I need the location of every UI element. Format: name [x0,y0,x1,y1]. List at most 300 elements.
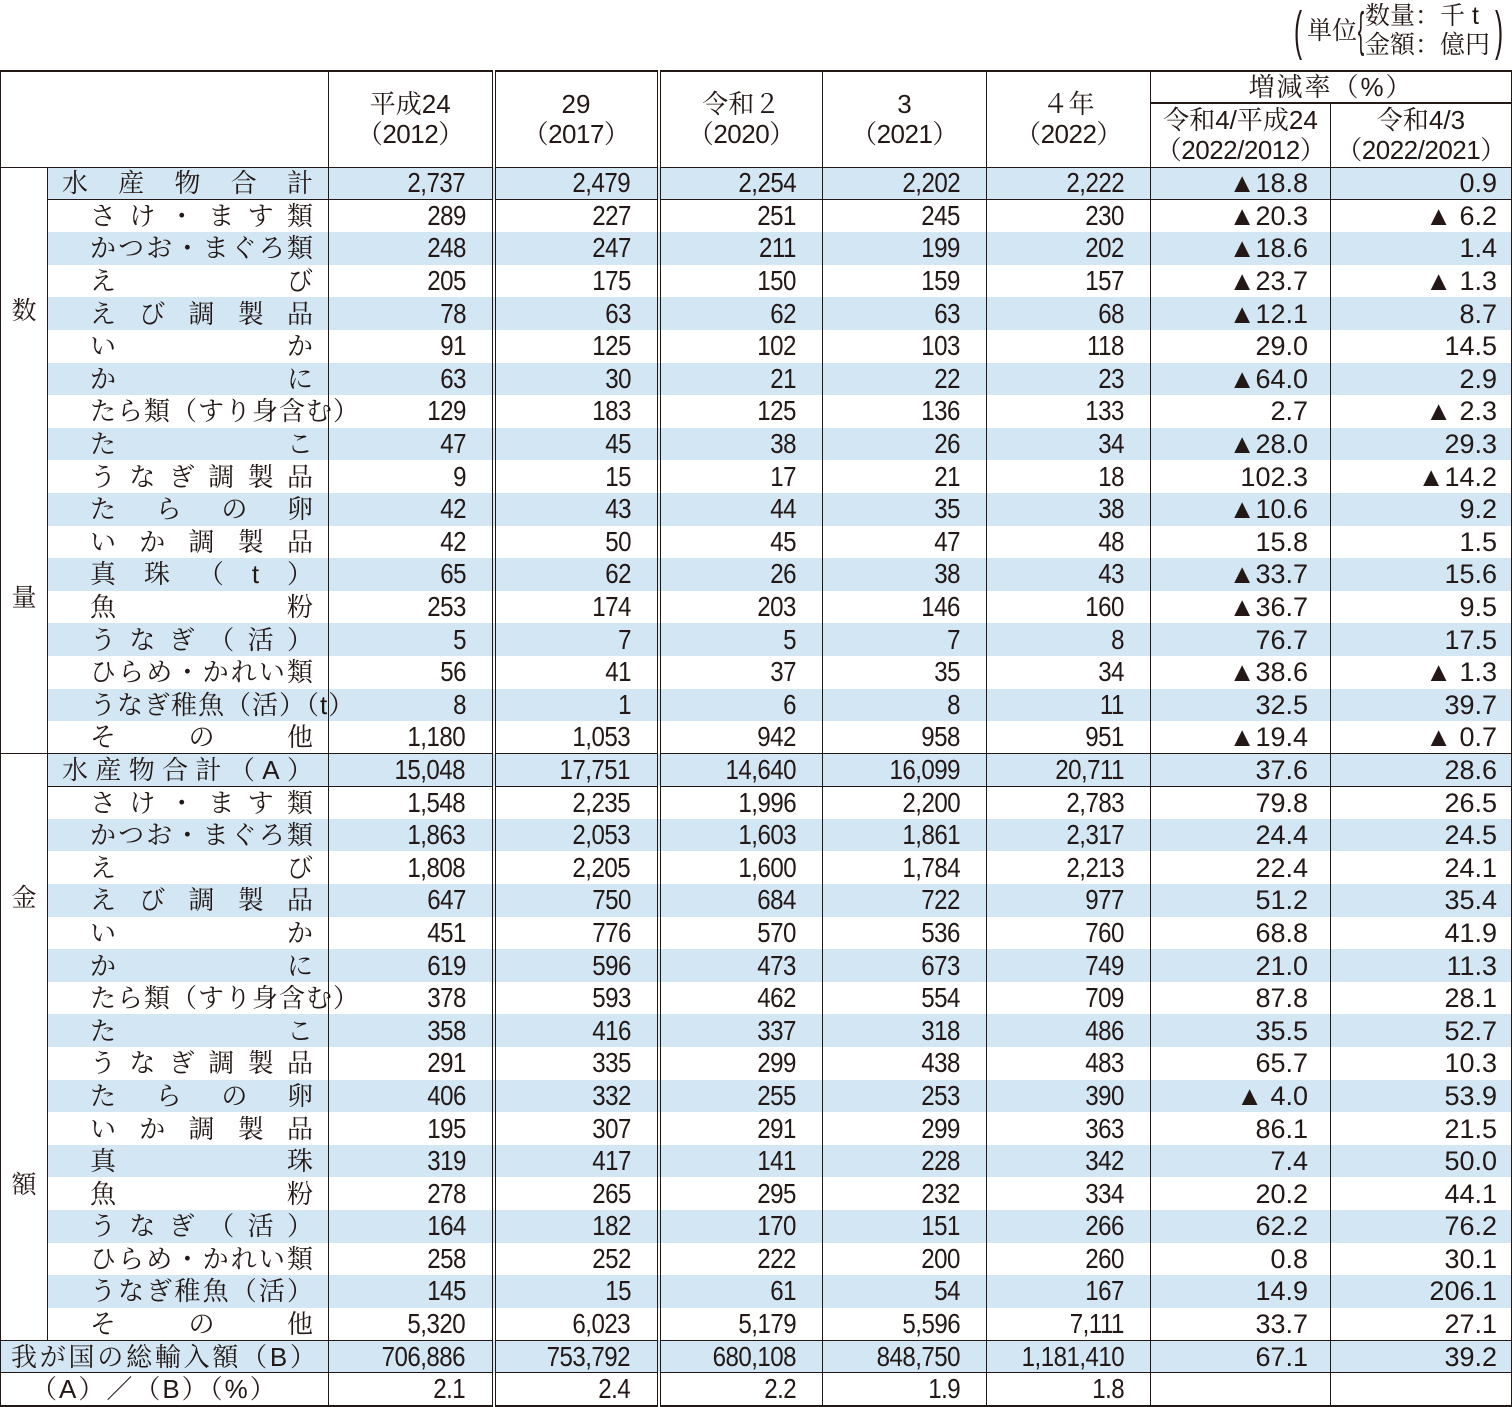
rate-2022-2021: 24.5 [1331,819,1512,852]
value-cell: 5 [329,623,494,656]
table-row [1,265,1512,298]
table-row [1,623,1512,656]
rate-2022-2021: 28.1 [1331,982,1512,1015]
value-cell: 211 [659,232,823,265]
table-row [1,232,1512,265]
value-cell: 5,179 [659,1308,823,1341]
rate-2022-2021: 26.5 [1331,786,1512,819]
row-label: 我が国の総輸入額（B） [1,1340,329,1373]
value-cell: 554 [823,982,987,1015]
value-cell: 1,863 [329,819,494,852]
table-row [1,1112,1512,1145]
total-imports-row [1,1340,1512,1373]
value-cell: 35 [823,656,987,689]
value-cell: 164 [329,1210,494,1243]
value-cell: 451 [329,917,494,950]
row-label: たら類（すり身含む） [48,395,329,428]
row-label: 真珠 [48,1145,329,1178]
rate-2022-2021: 1.5 [1331,526,1512,559]
rate-2022-2021: 17.5 [1331,623,1512,656]
value-cell: 1,181,410 [987,1340,1151,1373]
value-cell: 145 [329,1275,494,1308]
value-cell: 103 [823,330,987,363]
row-label: えび [48,265,329,298]
value-cell: 205 [329,265,494,298]
value-cell: 174 [494,591,659,624]
category-amount: 金 額 [1,754,48,1341]
rate-2022-2021: 8.7 [1331,297,1512,330]
value-cell: 227 [494,200,659,233]
rate-2022-2021: 10.3 [1331,1047,1512,1080]
value-cell: 760 [987,917,1151,950]
value-cell: 2,479 [494,167,659,200]
value-cell: 202 [987,232,1151,265]
table-row [1,526,1512,559]
row-label: 水産物合計 [48,167,329,200]
rate-2022-2012 [1151,1373,1331,1406]
value-cell: 252 [494,1243,659,1276]
value-cell: 486 [987,1014,1151,1047]
table-row [1,721,1512,754]
row-label: たら類（すり身含む） [48,982,329,1015]
header-rate: 令和4/平成24 （2022/2012） [1151,103,1331,167]
rate-2022-2012: 67.1 [1151,1340,1331,1373]
row-label: うなぎ（活） [48,623,329,656]
rate-2022-2012: 68.8 [1151,917,1331,950]
table-row [1,1047,1512,1080]
header-year: 平成24 （2012） [329,71,494,167]
value-cell: 299 [659,1047,823,1080]
rate-2022-2021: 52.7 [1331,1014,1512,1047]
value-cell: 438 [823,1047,987,1080]
value-cell: 245 [823,200,987,233]
value-cell: 228 [823,1145,987,1178]
value-cell: 363 [987,1112,1151,1145]
value-cell: 291 [329,1047,494,1080]
header-year: 令和２ （2020） [659,71,823,167]
table-row [1,330,1512,363]
value-cell: 129 [329,395,494,428]
value-cell: 706,886 [329,1340,494,1373]
value-cell: 570 [659,917,823,950]
category-quantity: 数 量 [1,167,48,754]
rate-2022-2021: 50.0 [1331,1145,1512,1178]
row-label: 魚粉 [48,1177,329,1210]
value-cell: 26 [823,428,987,461]
value-cell: 8 [987,623,1151,656]
value-cell: 473 [659,949,823,982]
value-cell: 63 [494,297,659,330]
value-cell: 260 [987,1243,1151,1276]
rate-2022-2021: 15.6 [1331,558,1512,591]
value-cell: 2.4 [494,1373,659,1406]
rate-2022-2012: 22.4 [1151,851,1331,884]
value-cell: 183 [494,395,659,428]
value-cell: 2.1 [329,1373,494,1406]
row-label: その他 [48,1308,329,1341]
value-cell: 44 [659,493,823,526]
value-cell: 6,023 [494,1308,659,1341]
table-row [1,1243,1512,1276]
value-cell: 56 [329,656,494,689]
value-cell: 596 [494,949,659,982]
value-cell: 2.2 [659,1373,823,1406]
value-cell: 20,711 [987,754,1151,787]
value-cell: 15,048 [329,754,494,787]
value-cell: 23 [987,363,1151,396]
value-cell: 335 [494,1047,659,1080]
value-cell: 265 [494,1177,659,1210]
value-cell: 118 [987,330,1151,363]
rate-2022-2021: 9.2 [1331,493,1512,526]
value-cell: 1 [494,689,659,722]
value-cell: 750 [494,884,659,917]
value-cell: 406 [329,1080,494,1113]
value-cell: 50 [494,526,659,559]
value-cell: 63 [823,297,987,330]
value-cell: 247 [494,232,659,265]
rate-2022-2021: 39.7 [1331,689,1512,722]
value-cell: 248 [329,232,494,265]
rate-2022-2021: ▲14.2 [1331,460,1512,493]
table-row [1,428,1512,461]
value-cell: 251 [659,200,823,233]
value-cell: 593 [494,982,659,1015]
value-cell: 462 [659,982,823,1015]
value-cell: 102 [659,330,823,363]
value-cell: 776 [494,917,659,950]
rate-2022-2012: 21.0 [1151,949,1331,982]
value-cell: 358 [329,1014,494,1047]
table-row [1,200,1512,233]
row-label: 魚粉 [48,591,329,624]
table-row [1,851,1512,884]
value-cell: 26 [659,558,823,591]
value-cell: 47 [823,526,987,559]
rate-2022-2012: 33.7 [1151,1308,1331,1341]
row-label: いか調製品 [48,1112,329,1145]
header-year: 3 （2021） [823,71,987,167]
value-cell: 222 [659,1243,823,1276]
row-label: うなぎ（活） [48,1210,329,1243]
row-label: うなぎ稚魚（活） [48,1275,329,1308]
table-row [1,1210,1512,1243]
value-cell: 416 [494,1014,659,1047]
value-cell: 7,111 [987,1308,1151,1341]
row-label: いか調製品 [48,526,329,559]
value-cell: 1,808 [329,851,494,884]
row-label: （A）／（B）（%） [1,1373,329,1406]
value-cell: 65 [329,558,494,591]
value-cell: 2,200 [823,786,987,819]
rate-2022-2021: 9.5 [1331,591,1512,624]
rate-2022-2012: ▲28.0 [1151,428,1331,461]
value-cell: 42 [329,526,494,559]
rate-2022-2012: ▲ 4.0 [1151,1080,1331,1113]
table-row [1,1014,1512,1047]
value-cell: 266 [987,1210,1151,1243]
rate-2022-2012: ▲18.6 [1151,232,1331,265]
rate-2022-2021: 76.2 [1331,1210,1512,1243]
rate-2022-2021: 39.2 [1331,1340,1512,1373]
value-cell: 536 [823,917,987,950]
table-row [1,656,1512,689]
value-cell: 8 [823,689,987,722]
value-cell: 951 [987,721,1151,754]
table-row [1,949,1512,982]
rate-2022-2021: 27.1 [1331,1308,1512,1341]
rate-2022-2012: 14.9 [1151,1275,1331,1308]
value-cell: 38 [987,493,1151,526]
value-cell: 1,861 [823,819,987,852]
right-bracket: ) [1494,1,1504,61]
value-cell: 43 [987,558,1151,591]
value-cell: 62 [659,297,823,330]
value-cell: 5,596 [823,1308,987,1341]
value-cell: 848,750 [823,1340,987,1373]
rate-2022-2012: ▲33.7 [1151,558,1331,591]
value-cell: 7 [823,623,987,656]
value-cell: 91 [329,330,494,363]
value-cell: 2,053 [494,819,659,852]
value-cell: 299 [823,1112,987,1145]
rate-2022-2021: ▲ 1.3 [1331,656,1512,689]
rate-2022-2021: ▲ 0.7 [1331,721,1512,754]
value-cell: 483 [987,1047,1151,1080]
header-rate-group: 増減率（%） [1151,71,1512,103]
value-cell: 319 [329,1145,494,1178]
value-cell: 6 [659,689,823,722]
value-cell: 673 [823,949,987,982]
row-label: 真珠（t） [48,558,329,591]
value-cell: 684 [659,884,823,917]
row-label: たらの卵 [48,1080,329,1113]
row-label: うなぎ調製品 [48,1047,329,1080]
value-cell: 1,180 [329,721,494,754]
value-cell: 753,792 [494,1340,659,1373]
value-cell: 151 [823,1210,987,1243]
table-row [1,819,1512,852]
rate-2022-2012: 20.2 [1151,1177,1331,1210]
rate-2022-2012: ▲10.6 [1151,493,1331,526]
value-cell: 160 [987,591,1151,624]
value-cell: 200 [823,1243,987,1276]
rate-2022-2012: 65.7 [1151,1047,1331,1080]
value-cell: 34 [987,428,1151,461]
rate-2022-2021: 44.1 [1331,1177,1512,1210]
value-cell: 5,320 [329,1308,494,1341]
value-cell: 1.9 [823,1373,987,1406]
value-cell: 159 [823,265,987,298]
value-cell: 255 [659,1080,823,1113]
row-label: かに [48,363,329,396]
rate-2022-2012: ▲36.7 [1151,591,1331,624]
rate-2022-2021: 0.9 [1331,167,1512,200]
value-cell: 199 [823,232,987,265]
value-cell: 1,996 [659,786,823,819]
table-row [1,591,1512,624]
value-cell: 278 [329,1177,494,1210]
table-row [1,754,1512,787]
value-cell: 48 [987,526,1151,559]
value-cell: 42 [329,493,494,526]
value-cell: 175 [494,265,659,298]
value-cell: 680,108 [659,1340,823,1373]
table-row [1,689,1512,722]
header-year: 29 （2017） [494,71,659,167]
row-label: さけ・ます類 [48,200,329,233]
value-cell: 417 [494,1145,659,1178]
rate-2022-2021: 53.9 [1331,1080,1512,1113]
value-cell: 230 [987,200,1151,233]
value-cell: 1,548 [329,786,494,819]
rate-2022-2012: 62.2 [1151,1210,1331,1243]
rate-2022-2012: 37.6 [1151,754,1331,787]
row-label: えび調製品 [48,297,329,330]
rate-2022-2021: 41.9 [1331,917,1512,950]
value-cell: 2,205 [494,851,659,884]
value-cell: 2,222 [987,167,1151,200]
table-row [1,1308,1512,1341]
value-cell: 2,254 [659,167,823,200]
value-cell: 253 [329,591,494,624]
value-cell: 232 [823,1177,987,1210]
value-cell: 78 [329,297,494,330]
rate-2022-2021: 14.5 [1331,330,1512,363]
value-cell: 1,784 [823,851,987,884]
row-label: いか [48,330,329,363]
value-cell: 342 [987,1145,1151,1178]
value-cell: 30 [494,363,659,396]
unit-quantity: 数量：千 t [1365,2,1479,30]
value-cell: 61 [659,1275,823,1308]
value-cell: 125 [494,330,659,363]
rate-2022-2012: 24.4 [1151,819,1331,852]
value-cell: 722 [823,884,987,917]
value-cell: 167 [987,1275,1151,1308]
value-cell: 8 [329,689,494,722]
value-cell: 21 [659,363,823,396]
rate-2022-2012: 2.7 [1151,395,1331,428]
value-cell: 2,202 [823,167,987,200]
rate-2022-2021: 11.3 [1331,949,1512,982]
table-row [1,786,1512,819]
value-cell: 2,235 [494,786,659,819]
value-cell: 390 [987,1080,1151,1113]
fishery-imports-table [0,70,1512,1407]
value-cell: 21 [823,460,987,493]
rate-2022-2021: 2.9 [1331,363,1512,396]
table-row [1,917,1512,950]
value-cell: 150 [659,265,823,298]
row-label: たらの卵 [48,493,329,526]
row-label: ひらめ・かれい類 [48,1243,329,1276]
row-label: いか [48,917,329,950]
row-label: たこ [48,428,329,461]
value-cell: 157 [987,265,1151,298]
table-row [1,1080,1512,1113]
value-cell: 63 [329,363,494,396]
value-cell: 2,737 [329,167,494,200]
value-cell: 11 [987,689,1151,722]
table-row [1,1177,1512,1210]
value-cell: 146 [823,591,987,624]
value-cell: 133 [987,395,1151,428]
value-cell: 332 [494,1080,659,1113]
row-label: えび [48,851,329,884]
value-cell: 5 [659,623,823,656]
table-row [1,297,1512,330]
rate-2022-2021: 1.4 [1331,232,1512,265]
rate-2022-2012: 86.1 [1151,1112,1331,1145]
value-cell: 16,099 [823,754,987,787]
value-cell: 38 [823,558,987,591]
value-cell: 34 [987,656,1151,689]
value-cell: 2,317 [987,819,1151,852]
value-cell: 195 [329,1112,494,1145]
unit-note [1289,0,1508,62]
rate-2022-2012: 87.8 [1151,982,1331,1015]
table-row [1,167,1512,200]
value-cell: 942 [659,721,823,754]
row-label: その他 [48,721,329,754]
rate-2022-2012: 7.4 [1151,1145,1331,1178]
value-cell: 334 [987,1177,1151,1210]
value-cell: 318 [823,1014,987,1047]
value-cell: 17,751 [494,754,659,787]
value-cell: 37 [659,656,823,689]
row-label: ひらめ・かれい類 [48,656,329,689]
value-cell: 749 [987,949,1151,982]
row-label: かつお・まぐろ類 [48,819,329,852]
value-cell: 647 [329,884,494,917]
table-row [1,884,1512,917]
rate-2022-2012: ▲18.8 [1151,167,1331,200]
rate-2022-2021: 28.6 [1331,754,1512,787]
value-cell: 2,783 [987,786,1151,819]
table-row [1,363,1512,396]
rate-2022-2021: 206.1 [1331,1275,1512,1308]
rate-2022-2012: 29.0 [1151,330,1331,363]
header-rate: 令和4/3 （2022/2021） [1331,103,1512,167]
value-cell: 2,213 [987,851,1151,884]
value-cell: 289 [329,200,494,233]
table-row [1,558,1512,591]
value-cell: 15 [494,1275,659,1308]
value-cell: 258 [329,1243,494,1276]
rate-2022-2012: 51.2 [1151,884,1331,917]
value-cell: 18 [987,460,1151,493]
value-cell: 54 [823,1275,987,1308]
rate-2022-2012: 32.5 [1151,689,1331,722]
rate-2022-2021: 21.5 [1331,1112,1512,1145]
value-cell: 125 [659,395,823,428]
rate-2022-2021: 29.3 [1331,428,1512,461]
header-year: ４年 （2022） [987,71,1151,167]
rate-2022-2012: ▲64.0 [1151,363,1331,396]
value-cell: 9 [329,460,494,493]
table-row [1,493,1512,526]
rate-2022-2012: ▲38.6 [1151,656,1331,689]
value-cell: 619 [329,949,494,982]
value-cell: 958 [823,721,987,754]
rate-2022-2012: 79.8 [1151,786,1331,819]
table-row [1,1275,1512,1308]
row-label: さけ・ます類 [48,786,329,819]
rate-2022-2021: ▲ 1.3 [1331,265,1512,298]
value-cell: 68 [987,297,1151,330]
row-label: 水産物合計（A） [48,754,329,787]
